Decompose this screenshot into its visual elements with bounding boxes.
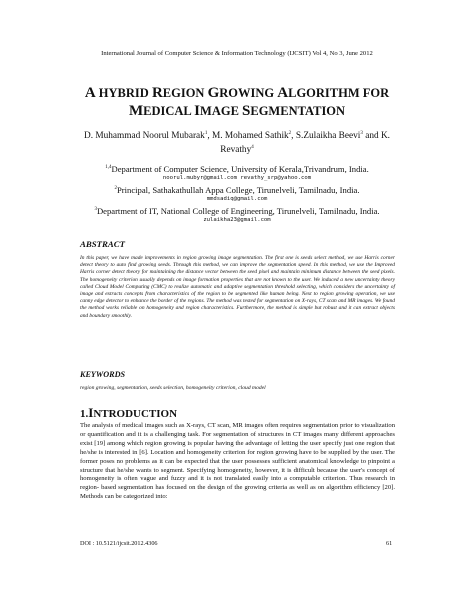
keywords-body: region growing, segmentation, seeds selection, homogeneity criterion, cloud model (80, 385, 266, 391)
affiliation-2-email: mmdsadiq@gmail.com (206, 195, 268, 202)
introduction-body: The analysis of medical images such as X-rays, CT scan, MR images often requires segmentation prior to visualization or quantification and it is a challenging task. For segmentation of structures in CT images many different approaches exist [19] among which region growing is popular having the advantage of letting the user specify just one region that he/she is interested in [6]. Location and homogeneity criterion for region growing have to be supplied by the user. The former poses no problems as it can be expected that the user possesses sufficient anatomical knowledge to pinpoint a structure that he/she wants to segment. Specifying homogeneity, however, it is difficult because the user's concept of homogeneity is often vague and fuzzy and it is not translated easily into a computable criterion. Thus research in region- based segmentation has focused on the design of the growing criteria as well as on algorithm efficiency [20]. Methods can be categorized into: (80, 422, 395, 501)
affiliation-2: $^2$Principal, Sathakathullah Appa College, Tirunelveli, Tamilnadu, India. mmdsadiq@gmail.com (40, 184, 434, 203)
affiliation-3: $^3$Department of IT, National College of Engineering, Tirunelveli, Tamilnadu, India. zulaikha23@gmail.com (40, 205, 434, 224)
journal-header: International Journal of Computer Science & Information Technology (IJCSIT) Vol 4, No 3, June 2012 (101, 50, 373, 57)
abstract-heading: ABSTRACT (80, 239, 125, 249)
affiliation-3-email: zulaikha23@gmail.com (203, 216, 271, 223)
title-line-2: MEDICAL IMAGE SEGMENTATION (128, 103, 346, 119)
page-number: 61 (386, 540, 393, 547)
affiliation-1: $^{1,4}$Department of Computer Science, University of Kerala,Trivandrum, India. noorul.mubyr@gmail.com revathy_srp@yahoo.com (40, 163, 434, 182)
keywords-heading: KEYWORDS (80, 370, 126, 379)
title-line-1: A HYBRID REGION GROWING ALGORITHM FOR (84, 85, 390, 101)
footer-doi: DOI : 10.5121/ijcsit.2012.4306 (80, 540, 158, 547)
affiliation-1-email: noorul.mubyr@gmail.com revathy_srp@yahoo.com (162, 174, 312, 181)
abstract-body: In this paper, we have made improvements in region growing image segmentation. The first one is seeds select method, we use Harris corner detect theory to auto find growing seeds. Through this method, we can improve the segmentation speed. In this method, we use the Improved Harris corner detect theory for maintaining the distance vector between the seed pixel and maintain minimum distance between the seed pixels. The homogeneity criterion usually depends on image formation properties that are not known to the user. We induced a new uncertainty theory called Cloud Model Computing (CMC) to realize automatic and adaptive segmentation threshold selecting, which considers the uncertainty of image and extracts concepts from characteristics of the region to be segmented like human being. Next to region growing operation, we use canny edge detector to enhance the border of the regions. The method was tested for segmentation on X-rays, CT scan and MR images. We found the method works reliable on homogeneity and region characteristics. Furthermore, the method is simple but robust and it can extract objects and boundary smoothly. (80, 255, 395, 319)
paper-title (0, 84, 474, 120)
author-list: D. Muhammad Noorul Mubarak$^1$, M. Mohamed Sathik$^2$, S.Zulaikha Beevi$^3$ and K. Revathy$^4$ (83, 131, 390, 156)
section-heading-introduction: 1.INTRODUCTION (80, 405, 178, 420)
